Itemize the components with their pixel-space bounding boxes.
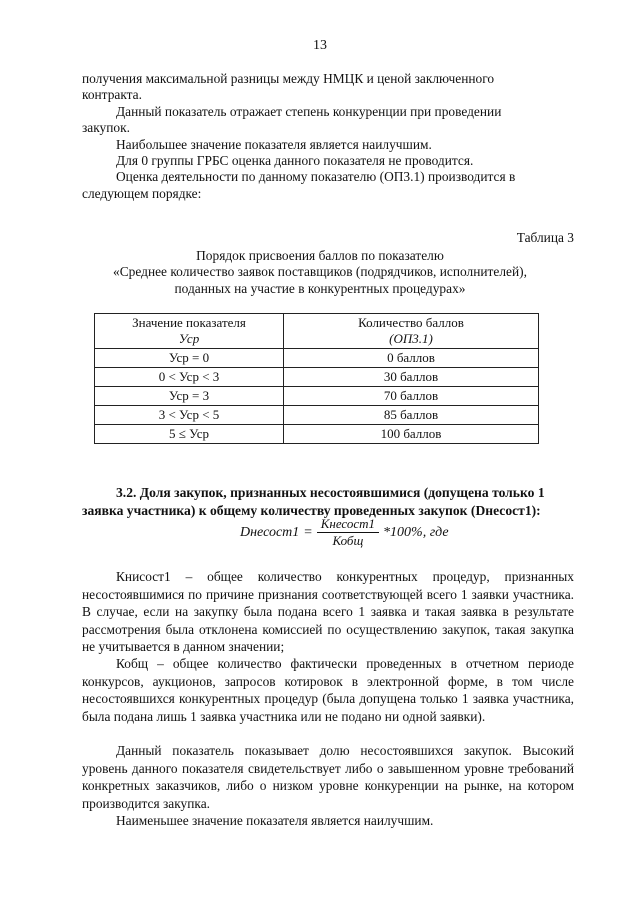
formula [240,516,449,549]
formula-fraction [317,516,379,549]
formula-numerator: Кнесост1 [317,516,379,533]
table-label: Таблица 3 [516,230,574,245]
intro-p4: Для 0 группы ГРБС оценка данного показателя не проводится. [116,153,474,169]
condition-cell: 5 ≤ Уср [95,425,284,444]
col1-header-label: Значение показателя [132,315,246,330]
table-row [95,349,539,368]
col1-header [95,314,284,349]
intro-p3: Наибольшее значение показателя является наилучшим. [116,136,432,152]
formula-tail: *100%, где [383,524,449,540]
intro-line-1: получения максимальной разницы между НМЦК и ценой заключенного [82,71,495,86]
section-heading-line-2: заявка участника) к общему количеству проведенных закупок (Dнесост1): [82,503,541,518]
condition-cell: Уср = 0 [95,349,284,368]
paragraph-indicator-meaning: Данный показатель показывает долю несостоявшихся закупок. Высокий уровень данного показателя свидетельствует либо о завышенном уровне требований конкретных заказчиков, либо о низком уровне конкуренции на рынке, на котором производится закупка. [82,743,574,811]
formula-denominator: Кобщ [332,533,364,548]
intro-p5-line-1: Оценка деятельности по данному показателю (ОП3.1) производится в [116,169,516,185]
definition-k-nesost: Книсост1 – общее количество конкурентных процедур, признанных несостоявшимися по причине признания соответствующей всего 1 заявки участника. В случае, если на закупку была подана всего 1 заявка и такая заявка в результате рассмотрения была отклонена комиссией по осуществлению закупок, такая закупка не учитывается в данном значении; [82,569,574,654]
intro-line-2: контракта. [82,87,142,103]
section-heading-line-1: 3.2. Доля закупок, признанных несостоявшимися (допущена только 1 [116,485,545,500]
table-row [95,368,539,387]
condition-cell: 3 < Уср < 5 [95,406,284,425]
col1-header-sub: Уср [178,331,200,346]
condition-cell: Уср = 3 [95,387,284,406]
table-caption-line-2: «Среднее количество заявок поставщиков (подрядчиков, исполнителей), [113,264,527,280]
condition-cell: 0 < Уср < 3 [95,368,284,387]
section-heading [82,484,574,520]
points-cell: 100 баллов [284,425,539,444]
col2-header [284,314,539,349]
definition-k-obsch: Кобщ – общее количество фактически проведенных в отчетном периоде конкурсов, аукционов, запросов котировок в электронной форме, в том числе несостоявшихся конкурентных процедур (была допущена только 1 заявка участника, была подана лишь 1 заявка участника или не подано ни одной заявки). [82,656,574,724]
table-caption-line-1: Порядок присвоения баллов по показателю [196,248,444,263]
points-cell: 0 баллов [284,349,539,368]
paragraph-best-value: Наименьшее значение показателя является наилучшим. [116,813,434,828]
intro-p2-line-1: Данный показатель отражает степень конкуренции при проведении [116,103,502,119]
intro-paragraph [82,71,574,202]
points-cell: 70 баллов [284,387,539,406]
formula-lhs: Dнесост1 [240,524,300,540]
points-cell: 85 баллов [284,406,539,425]
intro-p2-line-2: закупок. [82,120,130,136]
table-row [95,406,539,425]
points-cell: 30 баллов [284,368,539,387]
formula-equals-sign: = [303,524,313,540]
table-caption [0,248,640,297]
table-row [95,425,539,444]
col2-header-sub: (ОП3.1) [389,331,433,346]
page-number: 13 [313,38,327,53]
table-caption-line-3: поданных на участие в конкурентных процедурах» [174,280,466,296]
intro-p5-line-2: следующем порядке: [82,185,202,201]
scores-table [94,313,539,444]
col2-header-label: Количество баллов [358,315,464,330]
table-row [95,387,539,406]
table-header-row [95,314,539,349]
